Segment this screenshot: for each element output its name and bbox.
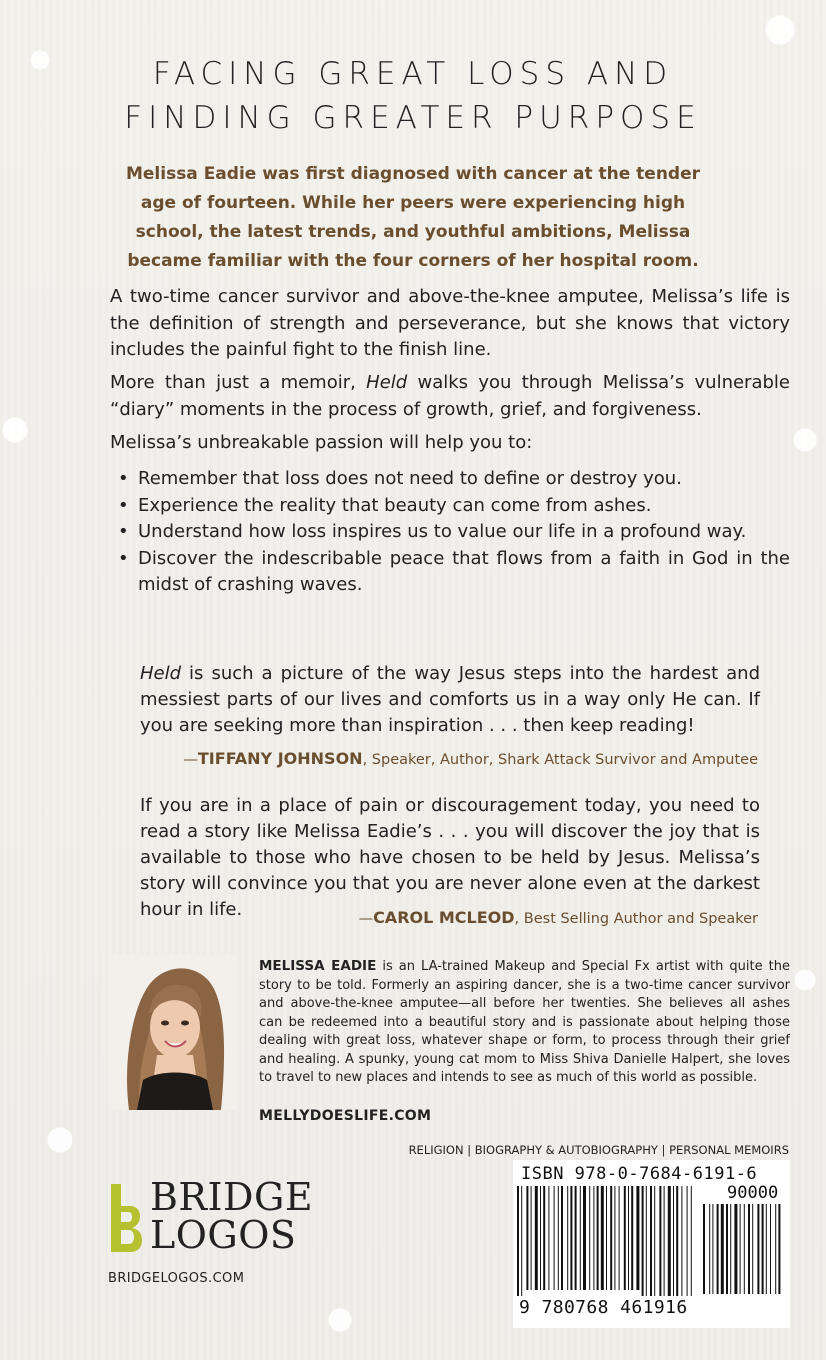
logo-line-2: LOGOS [150,1213,297,1257]
author-bio: MELISSA EADIE is an LA-trained Makeup and Special Fx artist with quite the story to be told. Formerly an aspiring dancer, she is a two-time cancer survivor and above-the-knee amputee—all before her twenties. She believes all ashes can be redeemed into a beautiful story and is passionate about helping those dealing with great loss, whatever shape or form, to process through their grief and healing. A spunky, young cat mom to Miss Shiva Danielle Halpert, she loves to travel to new places and intends to see as much of this world as possible. [259,958,790,1085]
headline-line-2: FINDING GREATER PURPOSE [124,100,702,136]
author-name: MELISSA EADIE [259,958,377,974]
price-code-label: 90000 [727,1183,779,1203]
body-paragraph-1: A two-time cancer survivor and above-the-knee amputee, Melissa’s life is the definition of strength and perseverance, but she knows that victory includes the painful fight to the finish line. [110,286,790,360]
endorser-name: CAROL MCLEOD [373,908,515,927]
bullet-icon: • [118,547,129,569]
back-cover-headline [60,52,766,140]
headline-line-1: FACING GREAT LOSS AND [152,56,674,92]
bullet-icon: • [118,468,129,489]
bullet-icon: • [118,521,129,542]
benefit-list [118,466,790,599]
book-title: Held [366,372,408,393]
publisher-logo-text [150,1175,314,1257]
list-item: • Experience the reality that beauty can come from ashes. [118,493,790,520]
bullet-icon: • [118,494,129,516]
author-photo [109,955,237,1110]
publisher-url-link[interactable]: BRIDGELOGOS.COM [108,1271,245,1286]
p2-after: walks you through Melissa’s vulnerable “diary” moments in the process of growth, grief, and forgiveness. [110,372,790,420]
list-item: • Remember that loss does not need to define or destroy you. [118,466,790,493]
list-item: • Discover the indescribable peace that flows from a faith in God in the midst of crashing waves. [118,547,790,595]
logo-line-1: BRIDGE [150,1175,314,1219]
endorsement-attribution-2: —CAROL MCLEOD, Best Selling Author and Speaker [358,908,758,927]
endorsement-quote-2: If you are in a place of pain or discouragement today, you need to read a story like Melissa Eadie’s . . . you will discover the joy that is available to those who have chosen to be held by Jesus. Melissa’s story will convince you that you are never alone even at the darkest hour in life. [140,795,760,920]
endorser-name: TIFFANY JOHNSON [197,749,363,768]
p2-before: More than just a memoir, [110,372,367,393]
ean-digits-label: 9 780768 461916 [519,1297,688,1318]
bridge-logos-logo-icon [108,1182,144,1254]
isbn-label: ISBN 978-0-7684-6191-6 [521,1164,758,1184]
list-item: • Understand how loss inspires us to value our life in a profound way. [118,519,790,546]
subject-categories: RELIGION | BIOGRAPHY & AUTOBIOGRAPHY | PERSONAL MEMOIRS [408,1143,789,1157]
endorser-role: , Best Selling Author and Speaker [514,911,758,927]
author-website-link[interactable]: MELLYDOESLIFE.COM [259,1108,432,1124]
body-paragraph-3: Melissa’s unbreakable passion will help you to: [110,432,533,453]
endorsement-attribution-1: —TIFFANY JOHNSON, Speaker, Author, Shark Attack Survivor and Amputee [183,749,758,768]
endorsement-book-title: Held [140,663,182,684]
endorser-role: , Speaker, Author, Shark Attack Survivor and Amputee [362,752,758,768]
lead-paragraph: Melissa Eadie was first diagnosed with cancer at the tender age of fourteen. While her peers were experiencing high school, the latest trends, and youthful ambitions, Melissa became familiar with the four corners of her hospital room. [125,164,701,271]
endorsement-quote-1: Held is such a picture of the way Jesus steps into the hardest and messiest parts of our lives and comforts us in a way only He can. If you are seeking more than inspiration . . . then keep reading! [140,663,760,736]
body-paragraph-2 [110,370,790,423]
